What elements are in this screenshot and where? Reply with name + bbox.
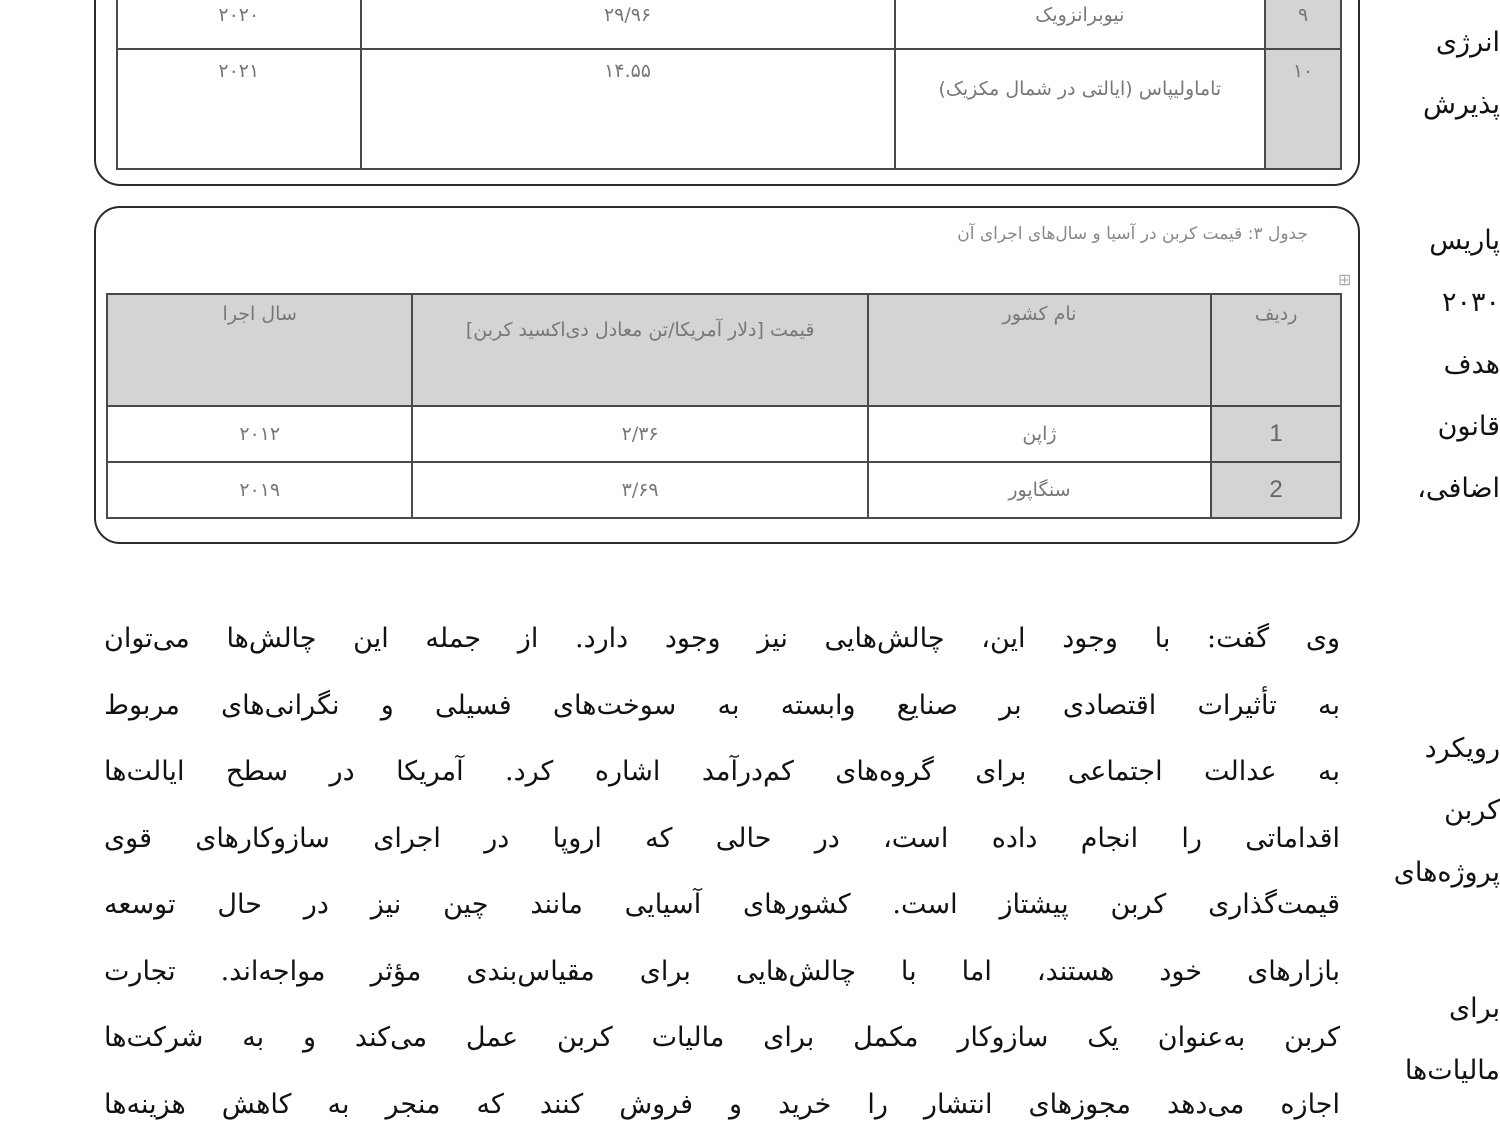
side-line: پروژه‌های [1406,842,1500,904]
side-line: پذیرش [1406,74,1500,136]
table-row [117,49,1341,169]
table-row [107,462,1341,518]
carbon-price: ۲/۳۶ [412,406,867,462]
implementation-year: ۲۰۱۲ [107,406,412,462]
header-row-number: ردیف [1211,294,1341,406]
header-year: سال اجرا [107,294,412,406]
side-line: پاریس [1406,210,1500,272]
row-number: ۹ [1265,0,1341,49]
header-price: قیمت [دلار آمریکا‌/تن معادل دی‌اکسید کربن] [412,294,867,406]
side-line: برای [1406,978,1500,1040]
paragraph-line: بازارهای خود هستند، اما با چالش‌هایی برای مقیاس‌بندی مؤثر مواجه‌اند. تجارت [104,939,1340,1006]
table-anchor-icon: ⊞ [1338,270,1351,289]
side-line: رویکرد [1406,718,1500,780]
paragraph-line: وی گفت: با وجود این، چالش‌هایی نیز وجود دارد. از جمله این چالش‌ها می‌توان [104,606,1340,673]
header-country: نام کشور [868,294,1211,406]
paragraph-line: به تأثیرات اقتصادی بر صنایع وابسته به سوخت‌های فسیلی و نگرانی‌های مربوط [104,673,1340,740]
side-line: انرژی [1406,12,1500,74]
body-paragraph [104,606,1340,1138]
country-name: ژاپن [868,406,1211,462]
carbon-price: ۲۹/۹۶ [361,0,895,49]
side-column-text [1406,718,1500,904]
side-line: قانون [1406,396,1500,458]
paragraph-line: کربن به‌عنوان یک سازوکار مکمل برای مالیات کربن عمل می‌کند و به شرکت‌ها [104,1005,1340,1072]
table-row [117,0,1341,49]
side-line: ۲۰۳۰ [1406,272,1500,334]
table-row [107,406,1341,462]
implementation-year: ۲۰۱۹ [107,462,412,518]
paragraph-line: اقداماتی را انجام داده است، در حالی که اروپا در اجرای سازوکارهای قوی [104,806,1340,873]
side-column-text [1406,210,1500,520]
table-caption: جدول ۳: قیمت کربن در آسیا و سال‌های اجرای آن [957,224,1308,244]
country-name: سنگاپور [868,462,1211,518]
side-column-text [1406,12,1500,136]
row-number: ۱۰ [1265,49,1341,169]
row-number: 1 [1211,406,1341,462]
country-name: تاماولیپاس (ایالتی در شمال مکزیک) [895,49,1266,169]
row-number: 2 [1211,462,1341,518]
implementation-year: ۲۰۲۰ [117,0,361,49]
table-header-row [107,294,1341,406]
implementation-year: ۲۰۲۱ [117,49,361,169]
table1 [116,0,1342,170]
country-name: نیوبرانزویک [895,0,1266,49]
side-line: مالیات‌ها [1406,1040,1500,1102]
paragraph-line: به عدالت اجتماعی برای گروه‌های کم‌درآمد اشاره کرد. آمریکا در سطح ایالت‌ها [104,739,1340,806]
paragraph-line: قیمت‌گذاری کربن پیشتاز است. کشورهای آسیایی مانند چین نیز در حال توسعه [104,872,1340,939]
side-line: هدف [1406,334,1500,396]
side-line: کربن [1406,780,1500,842]
table2 [106,293,1342,519]
carbon-price: ۳/۶۹ [412,462,867,518]
paragraph-line: اجازه می‌دهد مجوزهای انتشار را خرید و فروش کنند که منجر به کاهش هزینه‌ها [104,1072,1340,1138]
carbon-price: ۱۴.۵۵ [361,49,895,169]
side-line: اضافی، [1406,458,1500,520]
side-column-text [1406,978,1500,1102]
